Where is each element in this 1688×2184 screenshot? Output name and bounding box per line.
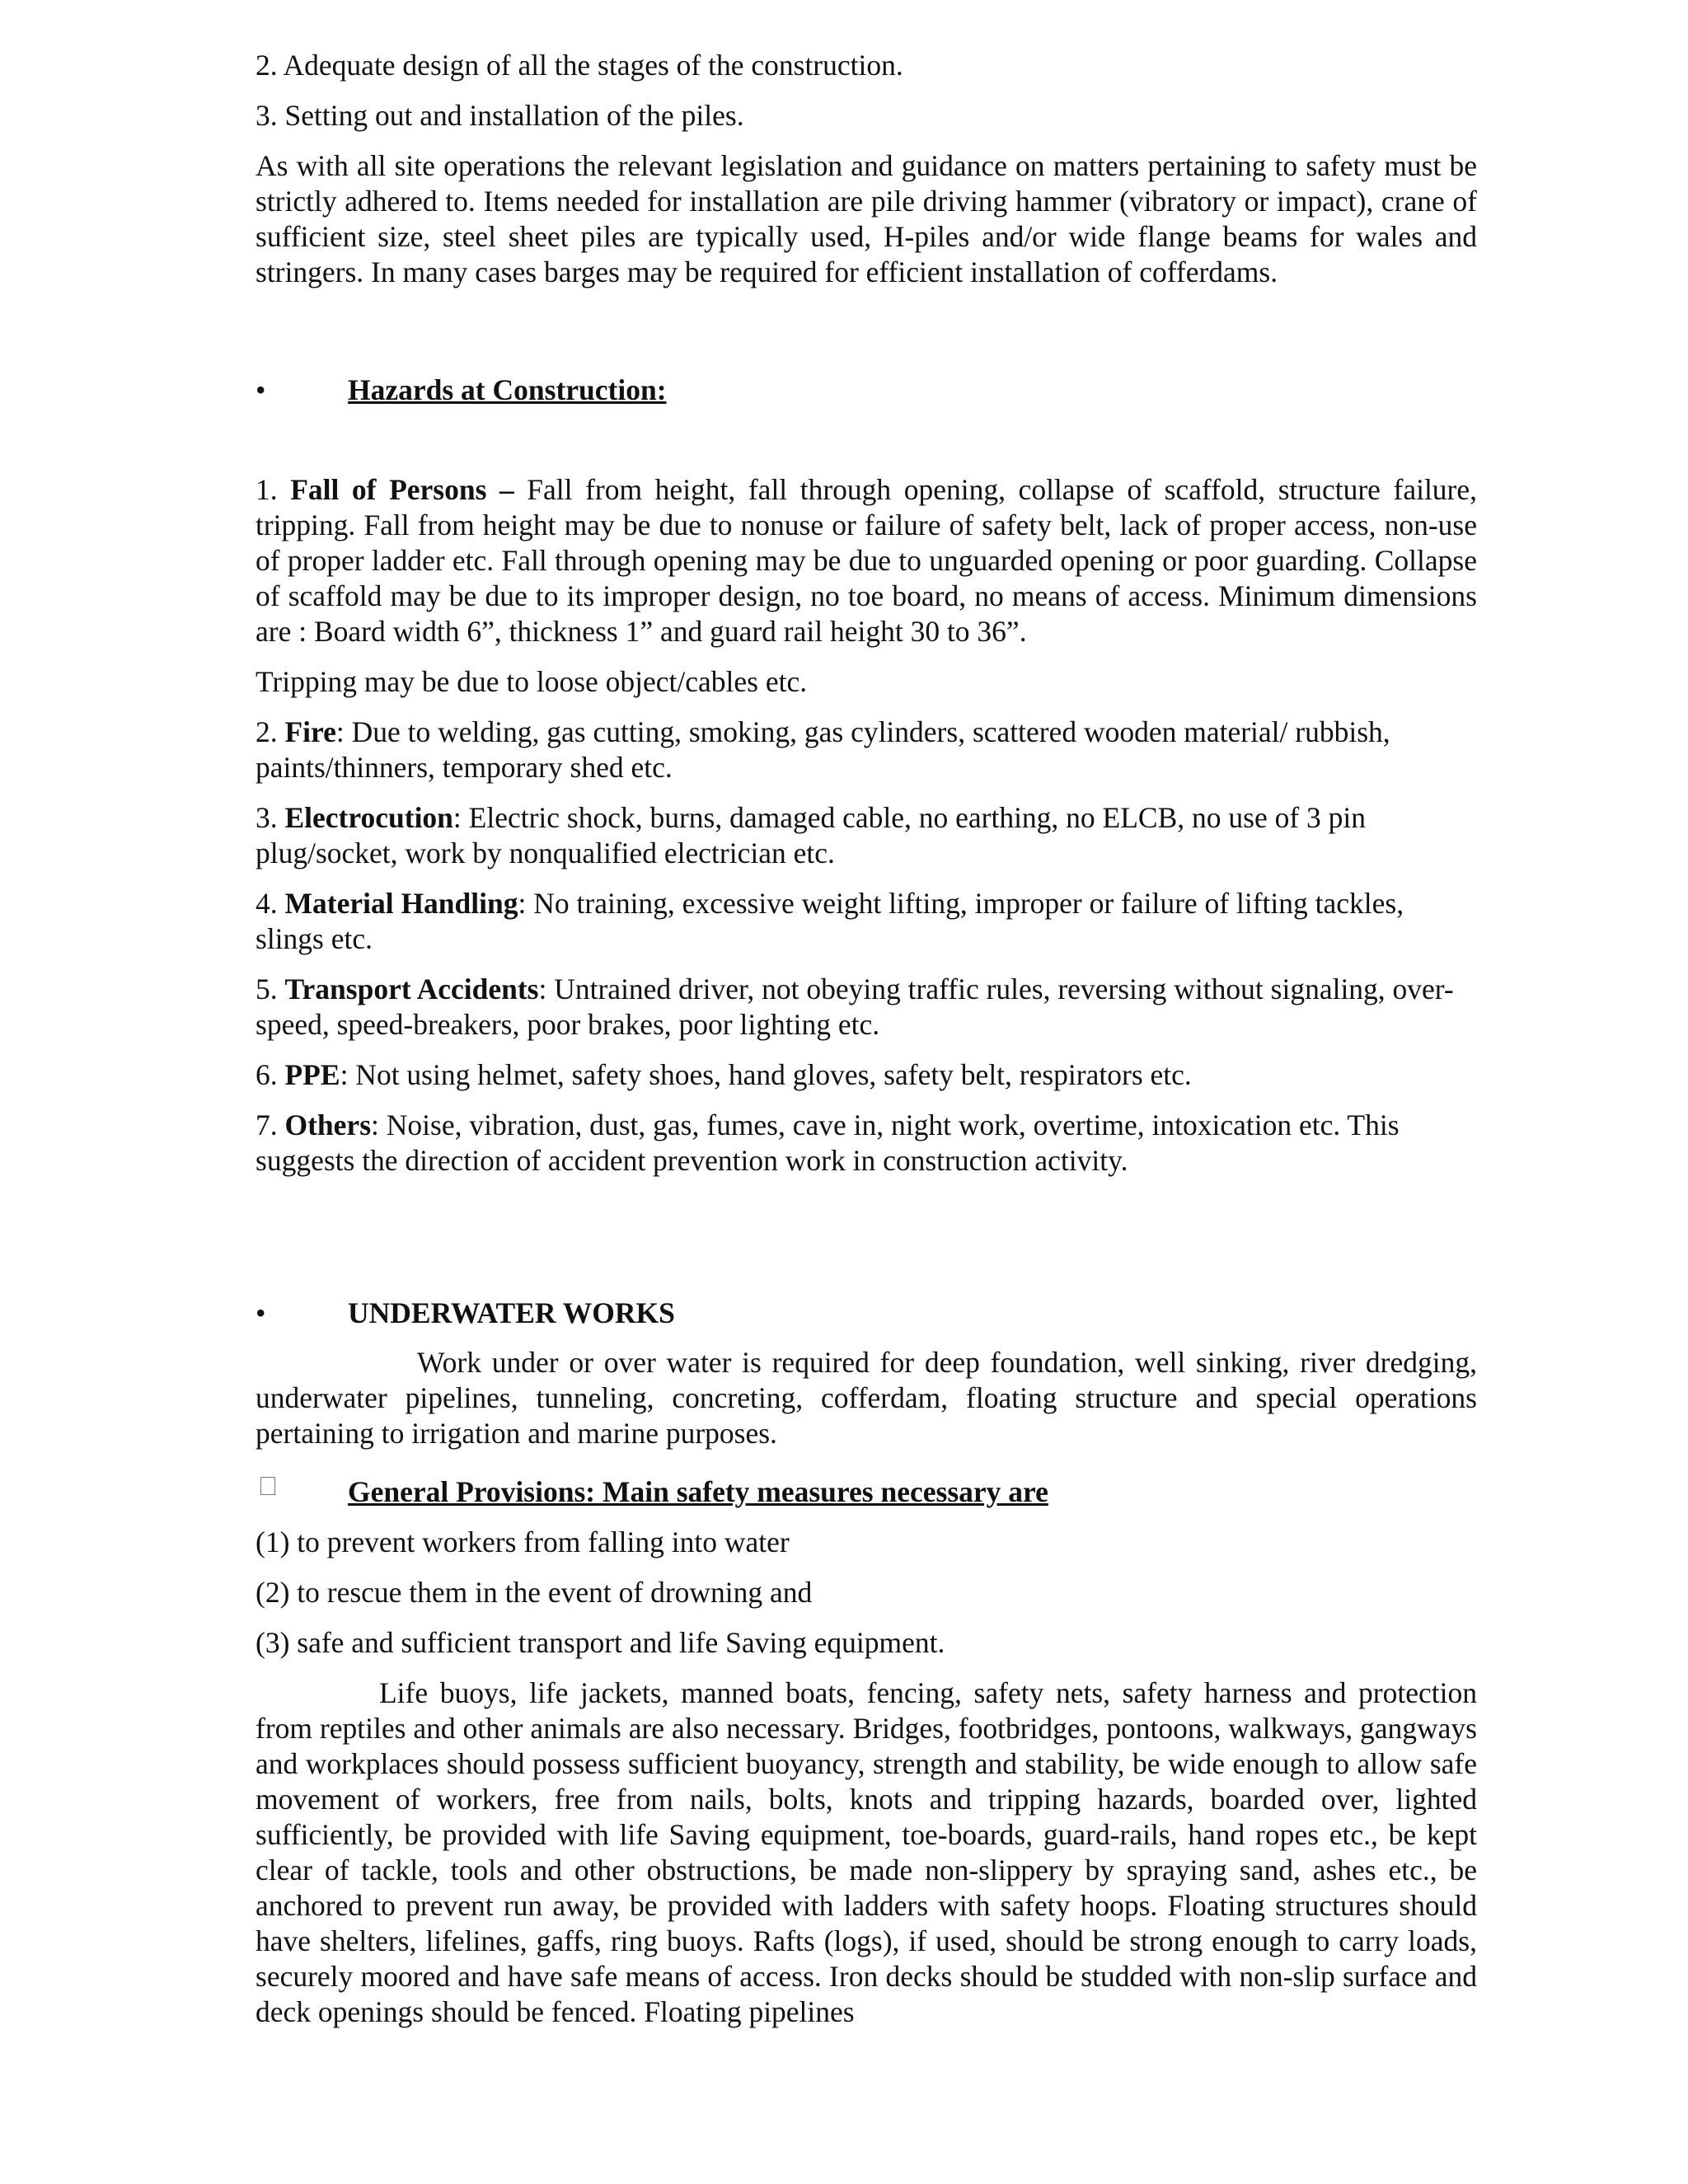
paragraph-underwater-intro: Work under or over water is required for deep foundation, well sinking, river dredging, underwater pipelines, tunneling, concreting, cofferdam, floating structure and special operations pertaining to irrigation and marine purposes. xyxy=(256,1346,1477,1450)
hazard-item-fire: 2. Fire: Due to welding, gas cutting, smoking, gas cylinders, scattered wooden material/ rubbish, paints/thinners, temporary shed etc. xyxy=(256,715,1390,784)
document-page xyxy=(256,48,1477,2030)
hazard-item-transport: 5. Transport Accidents: Untrained driver, not obeying traffic rules, reversing without signaling, over-speed, speed-breakers, poor brakes, poor lighting etc. xyxy=(256,972,1454,1041)
checkbox-glyph-icon xyxy=(256,1466,348,1502)
subheading-general-provisions xyxy=(256,1466,1477,1510)
paragraph-life-buoys: Life buoys, life jackets, manned boats, fencing, safety nets, safety harness and protection from reptiles and other animals are also necessary. Bridges, footbridges, pontoons, walkways, gangways and workplaces should possess sufficient buoyancy, strength and stability, be wide enough to allow safe movement of workers, free from nails, bolts, knots and tripping hazards, boarded over, lighted sufficiently, be provided with life Saving equipment, toe-boards, guard-rails, hand ropes etc., be kept clear of tackle, tools and other obstructions, be made non-slippery by spraying sand, ashes etc., be anchored to prevent run away, be provided with ladders with safety hoops. Floating structures should have shelters, lifelines, gaffs, ring buoys. Rafts (logs), if used, should be strong enough to carry loads, securely moored and have safe means of access. Iron decks should be studded with non-slip surface and deck openings should be fenced. Floating pipelines xyxy=(256,1676,1477,2028)
hazard-item-others: 7. Others: Noise, vibration, dust, gas, fumes, cave in, night work, overtime, intoxication etc. This suggests the direction of accident prevention work in construction activity. xyxy=(256,1108,1400,1177)
measure-item: (3) safe and sufficient transport and life Saving equipment. xyxy=(256,1626,945,1659)
hazard-item-tripping: Tripping may be due to loose object/cables etc. xyxy=(256,665,808,698)
hazard-item-fall: 1. Fall of Persons – Fall from height, fall through opening, collapse of scaffold, structure failure, tripping. Fall from height may be due to nonuse or failure of safety belt, lack of proper access, non-use of proper ladder etc. Fall through opening may be due to unguarded opening or poor guarding. Collapse of scaffold may be due to its improper design, no toe board, no means of access. Minimum dimensions are : Board width 6”, thickness 1” and guard rail height 30 to 36”. xyxy=(256,473,1478,648)
list-item-setting-out: 3. Setting out and installation of the piles. xyxy=(256,99,744,132)
measure-item: (2) to rescue them in the event of drowning and xyxy=(256,1576,813,1609)
bullet: • xyxy=(256,1296,266,1329)
hazard-item-electrocution: 3. Electrocution: Electric shock, burns, damaged cable, no earthing, no ELCB, no use of 3 pin plug/socket, work by nonqualified electrician etc. xyxy=(256,801,1367,869)
hazard-item-ppe: 6. PPE: Not using helmet, safety shoes, hand gloves, safety belt, respirators etc. xyxy=(256,1058,1192,1091)
heading-general-provisions: General Provisions: Main safety measures necessary are xyxy=(348,1475,1048,1508)
section-heading-hazards xyxy=(256,373,1477,408)
hazard-item-material-handling: 4. Material Handling: No training, excessive weight lifting, improper or failure of lifting tackles, slings etc. xyxy=(256,887,1404,955)
paragraph-site-operations: As with all site operations the relevant legislation and guidance on matters pertaining to safety must be strictly adhered to. Items needed for installation are pile driving hammer (vibratory or impact), crane of sufficient size, steel sheet piles are typically used, H-piles and/or wide flange beams for wales and stringers. In many cases barges may be required for efficient installation of cofferdams. xyxy=(256,149,1477,288)
measure-item: (1) to prevent workers from falling into water xyxy=(256,1526,790,1558)
list-item-adequate-design: 2. Adequate design of all the stages of the construction. xyxy=(256,49,903,82)
heading-underwater: UNDERWATER WORKS xyxy=(348,1296,675,1329)
section-heading-underwater xyxy=(256,1296,1477,1331)
heading-hazards: Hazards at Construction: xyxy=(348,373,667,406)
bullet: • xyxy=(256,373,266,406)
